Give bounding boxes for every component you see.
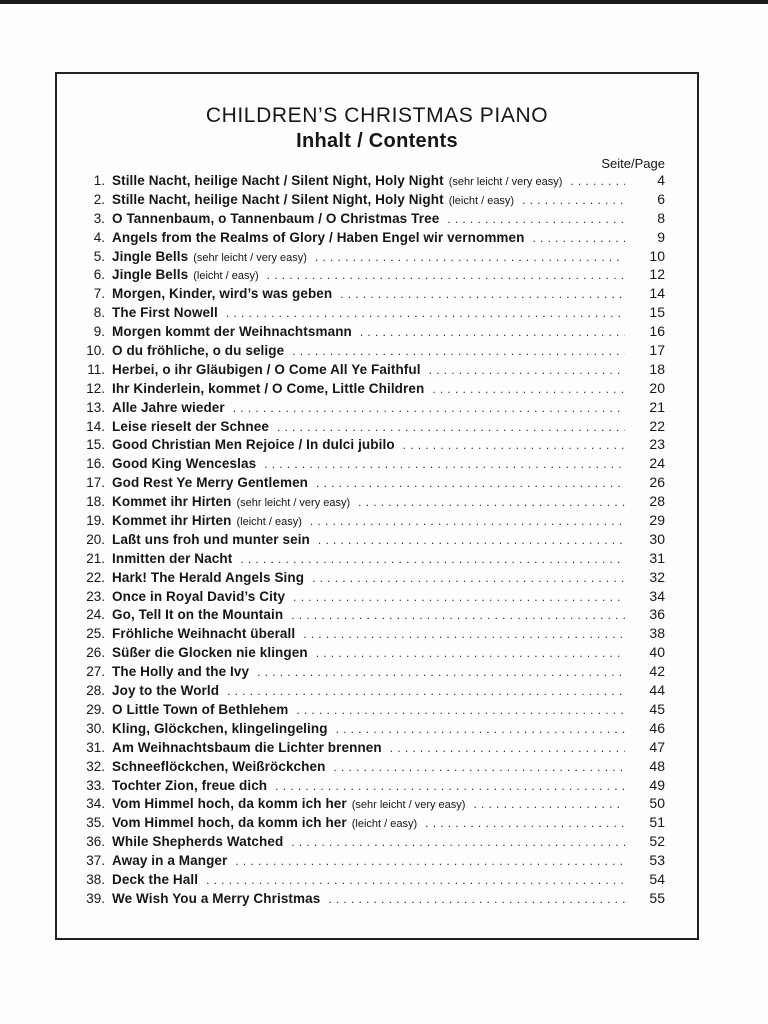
entry-number: 5. [93, 248, 105, 264]
entry-number: 39. [86, 890, 105, 906]
toc-entry [57, 662, 665, 681]
entry-number: 2. [93, 191, 105, 207]
dot-leader [233, 399, 625, 418]
dot-leader [333, 758, 625, 777]
toc-entry [57, 171, 665, 190]
entry-title: Inmitten der Nacht [112, 550, 233, 566]
entry-page: 17 [649, 342, 665, 359]
entry-title: O Little Town of Bethlehem [112, 701, 289, 717]
entry-title: Angels from the Realms of Glory / Haben Engel wir vernommen [112, 229, 525, 245]
page-column-header: Seite/Page [601, 156, 665, 171]
entry-note: (sehr leicht / very easy) [448, 176, 563, 188]
toc-entry [57, 228, 665, 247]
toc-entry [57, 190, 665, 209]
entry-title: Herbei, o ihr Gläubigen / O Come All Ye Faithful [112, 361, 421, 377]
entry-number: 6. [93, 267, 105, 283]
entry-page: 44 [649, 682, 665, 699]
toc-entry [57, 700, 665, 719]
entry-title: Deck the Hall [112, 871, 199, 887]
entry-title: Ihr Kinderlein, kommet / O Come, Little Children [112, 380, 425, 396]
toc-entry [57, 454, 665, 473]
toc-entry [57, 757, 665, 776]
entry-title: Jingle Bells [112, 248, 189, 264]
entry-page: 32 [649, 568, 665, 585]
toc-entry [57, 303, 665, 322]
entry-number: 36. [86, 834, 105, 850]
entry-title: Jingle Bells [112, 267, 189, 283]
entry-page: 52 [649, 833, 665, 850]
entry-title: Kling, Glöckchen, klingelingeling [112, 720, 328, 736]
entry-number: 1. [93, 173, 105, 188]
toc-entry [57, 435, 665, 454]
dot-leader [570, 172, 625, 191]
entry-number: 30. [86, 720, 105, 736]
entry-page: 47 [649, 738, 665, 755]
dot-leader [318, 531, 625, 550]
content-frame [55, 72, 699, 940]
entry-number: 29. [86, 701, 105, 717]
toc-entry [57, 889, 665, 908]
toc-entry [57, 794, 665, 813]
entry-page: 42 [649, 663, 665, 680]
dot-leader [303, 625, 625, 644]
dot-leader [227, 682, 625, 701]
entry-number: 24. [86, 607, 105, 623]
top-edge-bar [0, 0, 768, 4]
entry-page: 21 [649, 398, 665, 415]
entry-note: (leicht / easy) [351, 818, 418, 831]
entry-number: 8. [93, 305, 105, 321]
entry-number: 31. [86, 739, 105, 755]
entry-number: 19. [86, 513, 105, 529]
entry-number: 28. [86, 683, 105, 699]
entry-title: O Tannenbaum, o Tannenbaum / O Christmas Tree [112, 210, 440, 226]
entry-title: Joy to the World [112, 683, 220, 699]
toc-entry [57, 568, 665, 587]
entry-page: 30 [649, 530, 665, 547]
entry-number: 34. [86, 796, 105, 812]
entry-page: 12 [649, 266, 665, 283]
entry-page: 36 [649, 606, 665, 623]
dot-leader [312, 569, 625, 588]
entry-note: (sehr leicht / very easy) [236, 497, 351, 510]
dot-leader [267, 266, 625, 285]
entry-number: 22. [86, 569, 105, 585]
entry-title: Kommet ihr Hirten [112, 494, 232, 510]
entry-title: Stille Nacht, heilige Nacht / Silent Night, Holy Night [112, 191, 444, 207]
entry-page: 51 [649, 814, 665, 831]
dot-leader [473, 795, 625, 814]
entry-page: 45 [649, 700, 665, 717]
toc-entry [57, 247, 665, 266]
entry-page: 9 [657, 228, 665, 245]
toc-entry [57, 511, 665, 530]
entry-number: 35. [86, 815, 105, 831]
dot-leader [429, 361, 625, 380]
entry-page: 26 [649, 474, 665, 491]
dot-leader [275, 777, 625, 796]
dot-leader [390, 739, 625, 758]
entry-title: Away in a Manger [112, 853, 228, 869]
toc-entry [57, 417, 665, 436]
toc-list [57, 171, 697, 908]
entry-page: 48 [649, 757, 665, 774]
toc-entry [57, 549, 665, 568]
entry-number: 14. [86, 418, 105, 434]
entry-title: Vom Himmel hoch, da komm ich her [112, 815, 347, 831]
entry-title: Am Weihnachtsbaum die Lichter brennen [112, 739, 382, 755]
entry-number: 18. [86, 494, 105, 510]
dot-leader [206, 871, 625, 890]
entry-title: Morgen, Kinder, wird’s was geben [112, 286, 333, 302]
dot-leader [264, 455, 625, 474]
toc-entry [57, 473, 665, 492]
entry-number: 32. [86, 758, 105, 774]
toc-entry [57, 398, 665, 417]
toc-entry [57, 322, 665, 341]
toc-entry [57, 530, 665, 549]
toc-entry [57, 813, 665, 832]
entry-number: 27. [86, 664, 105, 680]
dot-leader [292, 342, 625, 361]
dot-leader [533, 229, 626, 248]
dot-leader [296, 701, 625, 720]
entry-title: Vom Himmel hoch, da komm ich her [112, 796, 347, 812]
entry-page: 20 [649, 379, 665, 396]
entry-title: The First Nowell [112, 305, 218, 321]
page-subtitle: Inhalt / Contents [296, 130, 458, 152]
toc-entry [57, 776, 665, 795]
entry-note: (leicht / easy) [236, 516, 302, 529]
entry-page: 49 [649, 776, 665, 793]
toc-entry [57, 624, 665, 643]
entry-page: 24 [649, 455, 665, 472]
toc-entry [57, 681, 665, 700]
entry-page: 23 [649, 436, 665, 453]
entry-number: 9. [93, 324, 105, 340]
toc-entry [57, 360, 665, 379]
dot-leader [447, 210, 625, 229]
dot-leader [235, 852, 625, 871]
entry-title: Kommet ihr Hirten [112, 513, 232, 529]
entry-page: 29 [649, 512, 665, 529]
entry-page: 4 [657, 172, 665, 188]
entry-page: 54 [649, 870, 665, 887]
entry-page: 34 [649, 587, 665, 604]
entry-title: Schneeflöckchen, Weißröckchen [112, 758, 326, 774]
entry-page: 6 [657, 190, 665, 207]
entry-page: 15 [649, 304, 665, 321]
entry-note: (leicht / easy) [193, 270, 259, 283]
entry-number: 37. [86, 853, 105, 869]
entry-number: 26. [86, 645, 105, 661]
dot-leader [310, 512, 625, 531]
dot-leader [277, 418, 625, 437]
entry-page: 53 [649, 852, 665, 869]
entry-page: 55 [649, 889, 665, 906]
entry-page: 28 [649, 493, 665, 510]
entry-number: 38. [86, 871, 105, 887]
entry-page: 10 [649, 247, 665, 264]
entry-title: Tochter Zion, freue dich [112, 777, 268, 793]
entry-title: Morgen kommt der Weihnachtsmann [112, 324, 352, 340]
dot-leader [291, 606, 625, 625]
entry-title: Good King Wenceslas [112, 456, 257, 472]
entry-number: 15. [86, 437, 105, 453]
entry-number: 7. [93, 286, 105, 302]
dot-leader [240, 550, 625, 569]
entry-number: 11. [87, 361, 105, 377]
dot-leader [336, 720, 625, 739]
entry-title: O du fröhliche, o du selige [112, 343, 285, 359]
toc-entry [57, 209, 665, 228]
entry-page: 46 [649, 719, 665, 736]
dot-leader [522, 191, 625, 210]
entry-number: 20. [86, 531, 105, 547]
entry-number: 25. [86, 626, 105, 642]
toc-entry [57, 832, 665, 851]
entry-number: 33. [86, 777, 105, 793]
dot-leader [403, 436, 625, 455]
entry-title: Stille Nacht, heilige Nacht / Silent Night, Holy Night [112, 173, 444, 188]
entry-page: 16 [649, 323, 665, 340]
entry-title: While Shepherds Watched [112, 834, 284, 850]
entry-page: 38 [649, 625, 665, 642]
page-title: CHILDREN’S CHRISTMAS PIANO [205, 104, 549, 127]
dot-leader [432, 380, 625, 399]
dot-leader [315, 248, 625, 267]
dot-leader [358, 493, 625, 512]
entry-title: We Wish You a Merry Christmas [112, 890, 321, 906]
dot-leader [340, 285, 625, 304]
entry-title: Good Christian Men Rejoice / In dulci jubilo [112, 437, 395, 453]
entry-number: 4. [93, 229, 105, 245]
entry-title: Fröhliche Weihnacht überall [112, 626, 296, 642]
entry-note: (leicht / easy) [448, 194, 515, 207]
entry-note: (sehr leicht / very easy) [193, 251, 307, 264]
toc-entry [57, 870, 665, 889]
entry-page: 40 [649, 644, 665, 661]
toc-entry [57, 719, 665, 738]
entry-number: 23. [86, 588, 105, 604]
entry-title: Leise rieselt der Schnee [112, 418, 269, 434]
entry-page: 8 [657, 209, 665, 226]
entry-number: 17. [86, 475, 105, 491]
entry-page: 31 [649, 549, 665, 566]
entry-title: Go, Tell It on the Mountain [112, 607, 284, 623]
entry-page: 50 [649, 795, 665, 812]
entry-title: Once in Royal David’s City [112, 588, 286, 604]
dot-leader [226, 304, 625, 323]
entry-title: Hark! The Herald Angels Sing [112, 569, 305, 585]
entry-number: 10. [86, 343, 105, 359]
dot-leader [425, 814, 625, 833]
entry-number: 13. [86, 399, 105, 415]
toc-entry [57, 605, 665, 624]
dot-leader [360, 323, 625, 342]
toc-entry [57, 587, 665, 606]
dot-leader [328, 890, 625, 909]
toc-entry [57, 341, 665, 360]
entry-title: Süßer die Glocken nie klingen [112, 645, 308, 661]
entry-title: Alle Jahre wieder [112, 399, 225, 415]
entry-number: 3. [93, 210, 105, 226]
entry-title: The Holly and the Ivy [112, 664, 250, 680]
toc-entry [57, 851, 665, 870]
toc-entry [57, 265, 665, 284]
toc-entry [57, 738, 665, 757]
dot-leader [293, 588, 625, 607]
entry-page: 18 [649, 360, 665, 377]
toc-entry [57, 492, 665, 511]
entry-number: 21. [86, 550, 105, 566]
toc-entry [57, 643, 665, 662]
toc-entry [57, 284, 665, 303]
entry-page: 22 [649, 417, 665, 434]
dot-leader [291, 833, 625, 852]
toc-entry [57, 379, 665, 398]
entry-note: (sehr leicht / very easy) [351, 799, 466, 812]
dot-leader [257, 663, 625, 682]
entry-page: 14 [649, 285, 665, 302]
entry-number: 12. [86, 380, 105, 396]
entry-title: Laßt uns froh und munter sein [112, 531, 310, 547]
dot-leader [316, 644, 625, 663]
dot-leader [316, 474, 625, 493]
entry-title: God Rest Ye Merry Gentlemen [112, 475, 309, 491]
entry-number: 16. [86, 456, 105, 472]
